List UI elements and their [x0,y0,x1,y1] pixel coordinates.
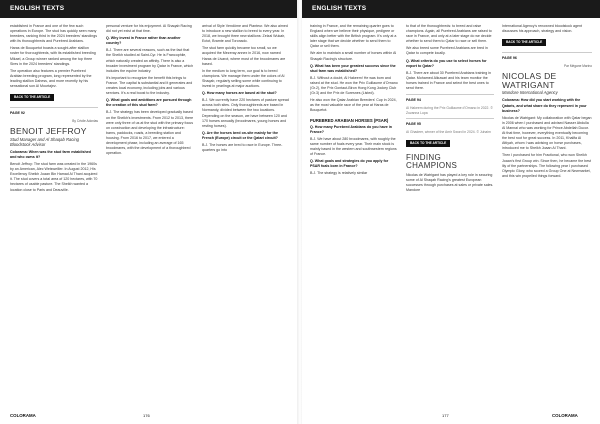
paragraph: International Agency's renowned bloodstock agent discusses his approach, strategy and vision. [502,24,583,34]
paragraph: He also won the Qatar Arabian Breeders' Cup in 2024, as the most valuable race of the year at Haras de Bouquetot. [310,98,397,113]
answer: Benoit Jeffroy: The stud farm was created in the 1960s by an American, Alec Weisweiller. In August 2012, His Excellency Sheikh Joaan Bin Hamad Al Thani acquired it. The stud covers a total area of 120 hectares, with 70 hectares of usable pasture. The Sheikh wanted a location close to Paris and Deauville. [10,162,98,192]
left-column-2 [106,24,194,158]
question: Q. What goals and strategies do you apply for PSAR foals born in France? [310,159,389,169]
interviewee-role: Mandore International Agency [502,90,558,96]
page-number [143,413,150,418]
caption-tag: PAGE 94 [406,94,494,103]
answer: B.J. The strategy has been developed gradually based on the Sheikh's investments. From 2012 to 2013, there were only three of us at the stud with the primary focus on construction and developing the infrastructure: barns, paddocks, roads, a breeding station and housing. From 2016 to 2017, we entered a development phase, including an average of 165 broodmares, with the development of a thoroughbred operation. [106,110,194,156]
paragraph: arrival of Style Vendôme and Planteur. We also aimed to introduce a new stallion to breed to every year. In 2018, we brought three new stallions: Zelzal Wukair, Ectot, Bramte and Toronado. [202,24,288,44]
left-column-3 [202,24,290,155]
back-to-article-button[interactable]: BACK TO THE ARTICLE [10,94,54,101]
question: Colorama: How did you start working with the Qataris, and what share do they represent in your business? [502,98,587,113]
answer: Then I purchased for him Fractional, who won Sheikh Joaan's first Group win. Since then, he became the best lily of the partnerships. The following year I purchased Olympic Glory, who scored a Group One at Newmarket, and this win propelled things forward. [502,153,591,178]
answer: B.J. We currently have 220 hectares of pasture spread across both sites. Only thoroughbreds are based in Normandy, divided between the two locations. Depending on the season, we have between 120 and 170 horses annually (broodmares, young horses and resting horses). [202,98,289,128]
question: Colorama: When was the stud farm established and who owns it? [10,149,91,159]
paragraph: to that of the thoroughbreds: to breed and raise champions. Again, all Purebred Arabians are raised to race in France, and only at a later stage do we decide whether to send them to Qatar to race or sell them. [406,24,492,44]
answer: B.J. There are about 30 Purebred Arabians training in Qatar. Mohamed Alkuwari and his team monitor the horses trained in France and select the best ones to send there. [406,70,492,91]
question: Q. How many horses are based at the stud? [202,91,277,96]
paragraph: established in France and one of the few such operations in Europe. The stud has quickly seen many breeders, ranking third in the 2024 breeders' standings with its thoroughbreds and Purebred Arabians. [10,24,97,44]
right-header: ENGLISH TEXTS [302,0,600,18]
paragraph: In the medium to long term, our goal is to breed champions. We manage them under the colors of Al Shaqab, regularly selling some while continuing to invest in yearlings at major auctions. [202,68,285,89]
photo-caption: Al Hakeem during the Prix Guillaume d'Ornano in 2022. © Zuzanna Lupa [406,106,493,115]
back-to-article-button[interactable]: BACK TO THE ARTICLE [406,140,450,147]
section-title: FINDING CHAMPIONS [406,152,458,170]
question: Q. How many Purebred Arabians do you have in France? [310,124,392,134]
page-number-value: 176 [143,413,150,418]
byline: Par Mégane Marino [564,64,592,69]
right-page [302,0,600,424]
footer-brand: COLORAMA [10,413,36,418]
page-number-value: 177 [442,413,449,418]
interviewee-role: Stud Manager and Al Shaqab Racing Bloodstock Advisor [10,136,79,147]
answer: B.J. We have about 280 broodmares, with roughly the same number of foals every year. Their main stock is mainly based in the western and southwestern regions of France. [310,136,397,157]
byline: By Cécile Adonias [72,119,98,124]
paragraph: The operation also features a premier Purebred Arabian breeding program, long represented by the leading stallion Dahess, and more recently by his sensational son Al Mourtajez. [10,68,92,89]
left-header: ENGLISH TEXTS [0,0,297,18]
interviewee-name: NICOLAS DE WATRIGANT [502,71,557,90]
paragraph: training in France, and the remaining quarter goes to England when we believe their physique, pedigree or skills align better with the British program. It's only at a later stage that we decide whether to send them to Qatar or sell them. [310,24,397,49]
paragraph: We aim to maintain a small number of horses within Al Shaqab Racing's structure. [310,51,397,61]
paragraph: It's important to recognize the benefit this brings to France. The capital is substantial and it generates and creates local economy, including jobs and various services. It's a real boost to the industry. [106,75,193,96]
right-column-2 [406,24,494,195]
photo-caption: Al Ghadeer, winner of the Amir Sword in 2024. © Juhaim [406,130,491,135]
left-column-1 [10,24,98,195]
interviewee-name: BENOIT JEFFROY [10,126,87,137]
page-number [442,413,449,418]
question: Q. Why invest in France rather than another country? [106,36,181,46]
right-column-1 [310,24,398,178]
question: Q. What has been your greatest success since the stud farm was established? [310,63,396,73]
paragraph: personal venture for his enjoyment. Al Shaqab Racing did not yet exist at that time. [106,24,192,34]
question: Q. What criteria do you use to select horses for export to Qatar? [406,58,487,68]
paragraph: Nicolas de Watrigant has played a key role in securing some of Al Shaqab Racing's greatest European successes through purchases at sales or private sales. Mandore [406,172,494,192]
answer: B.J. Without a doubt, Al Hakeem! He was born and raised at the stud. He won the Prix Guillaume d'Ornano (Gr.2), the Prix Gontaut-Biron Hong Kong Jockey Club (Gr.3) and the Prix de Suresnes (Listed). [310,75,398,96]
left-page [0,0,298,424]
footer-brand: COLORAMA [552,413,578,418]
right-column-3 [502,24,592,181]
paragraph: The stud farm quickly became too small, so we acquired the Mezeray annex in 2016, now named Haras de Livarot, where most of the broodmares are based. [202,46,286,66]
paragraph: Haras de Bouquetot boasts a sought-after stallion roster for thoroughbreds, with its established breeding Mikael, a Group winner ranked among the top three Sires in the 2024 breeders' standings. [10,46,96,66]
paragraph: We also breed some Purebred Arabians are bred in Qatar to compete locally. [406,46,488,56]
answer: Nicolas de Watrigant: My collaboration with Qatar began in 2006 when I purchased and advised Nasser Abdulla Al Mannai who was working for Prince Abdellah Ducor. At that time, however, everything eventually becoming the best root for great success. In 2011, Khalifa Al Attiyah, whom I was advising on horse purchases, introduced me to Sheikh Joaan Al Thani. [502,115,592,151]
answer: B.J. There are several reasons, such as the fact that the Sheikh studied at Saint-Cyr. He is Francophile, which naturally created an affinity. There is also a broader investment program by Qatar in France, which includes the equine industry. [106,48,194,73]
section-heading: PUREBRED ARABIAN HORSES (PSAR) [310,117,389,123]
answer: B.J. The horses are bred to race in Europe. Three-quarters go into [202,142,283,153]
caption-tag: PAGE 95 [406,118,494,127]
page-tag: PAGE 96 [502,52,592,61]
answer: B.J. The strategy is relatively similar [310,171,368,176]
page-tag: PAGE 92 [10,107,98,116]
back-to-article-button[interactable]: BACK TO THE ARTICLE [502,39,546,46]
question: Q. Are the horses bred on-site mainly for the French (Europe) circuit or the Qatari circuit? [202,130,278,140]
question: Q. What goals and ambitions are pursued through the creation of this stud farm? [106,98,192,108]
